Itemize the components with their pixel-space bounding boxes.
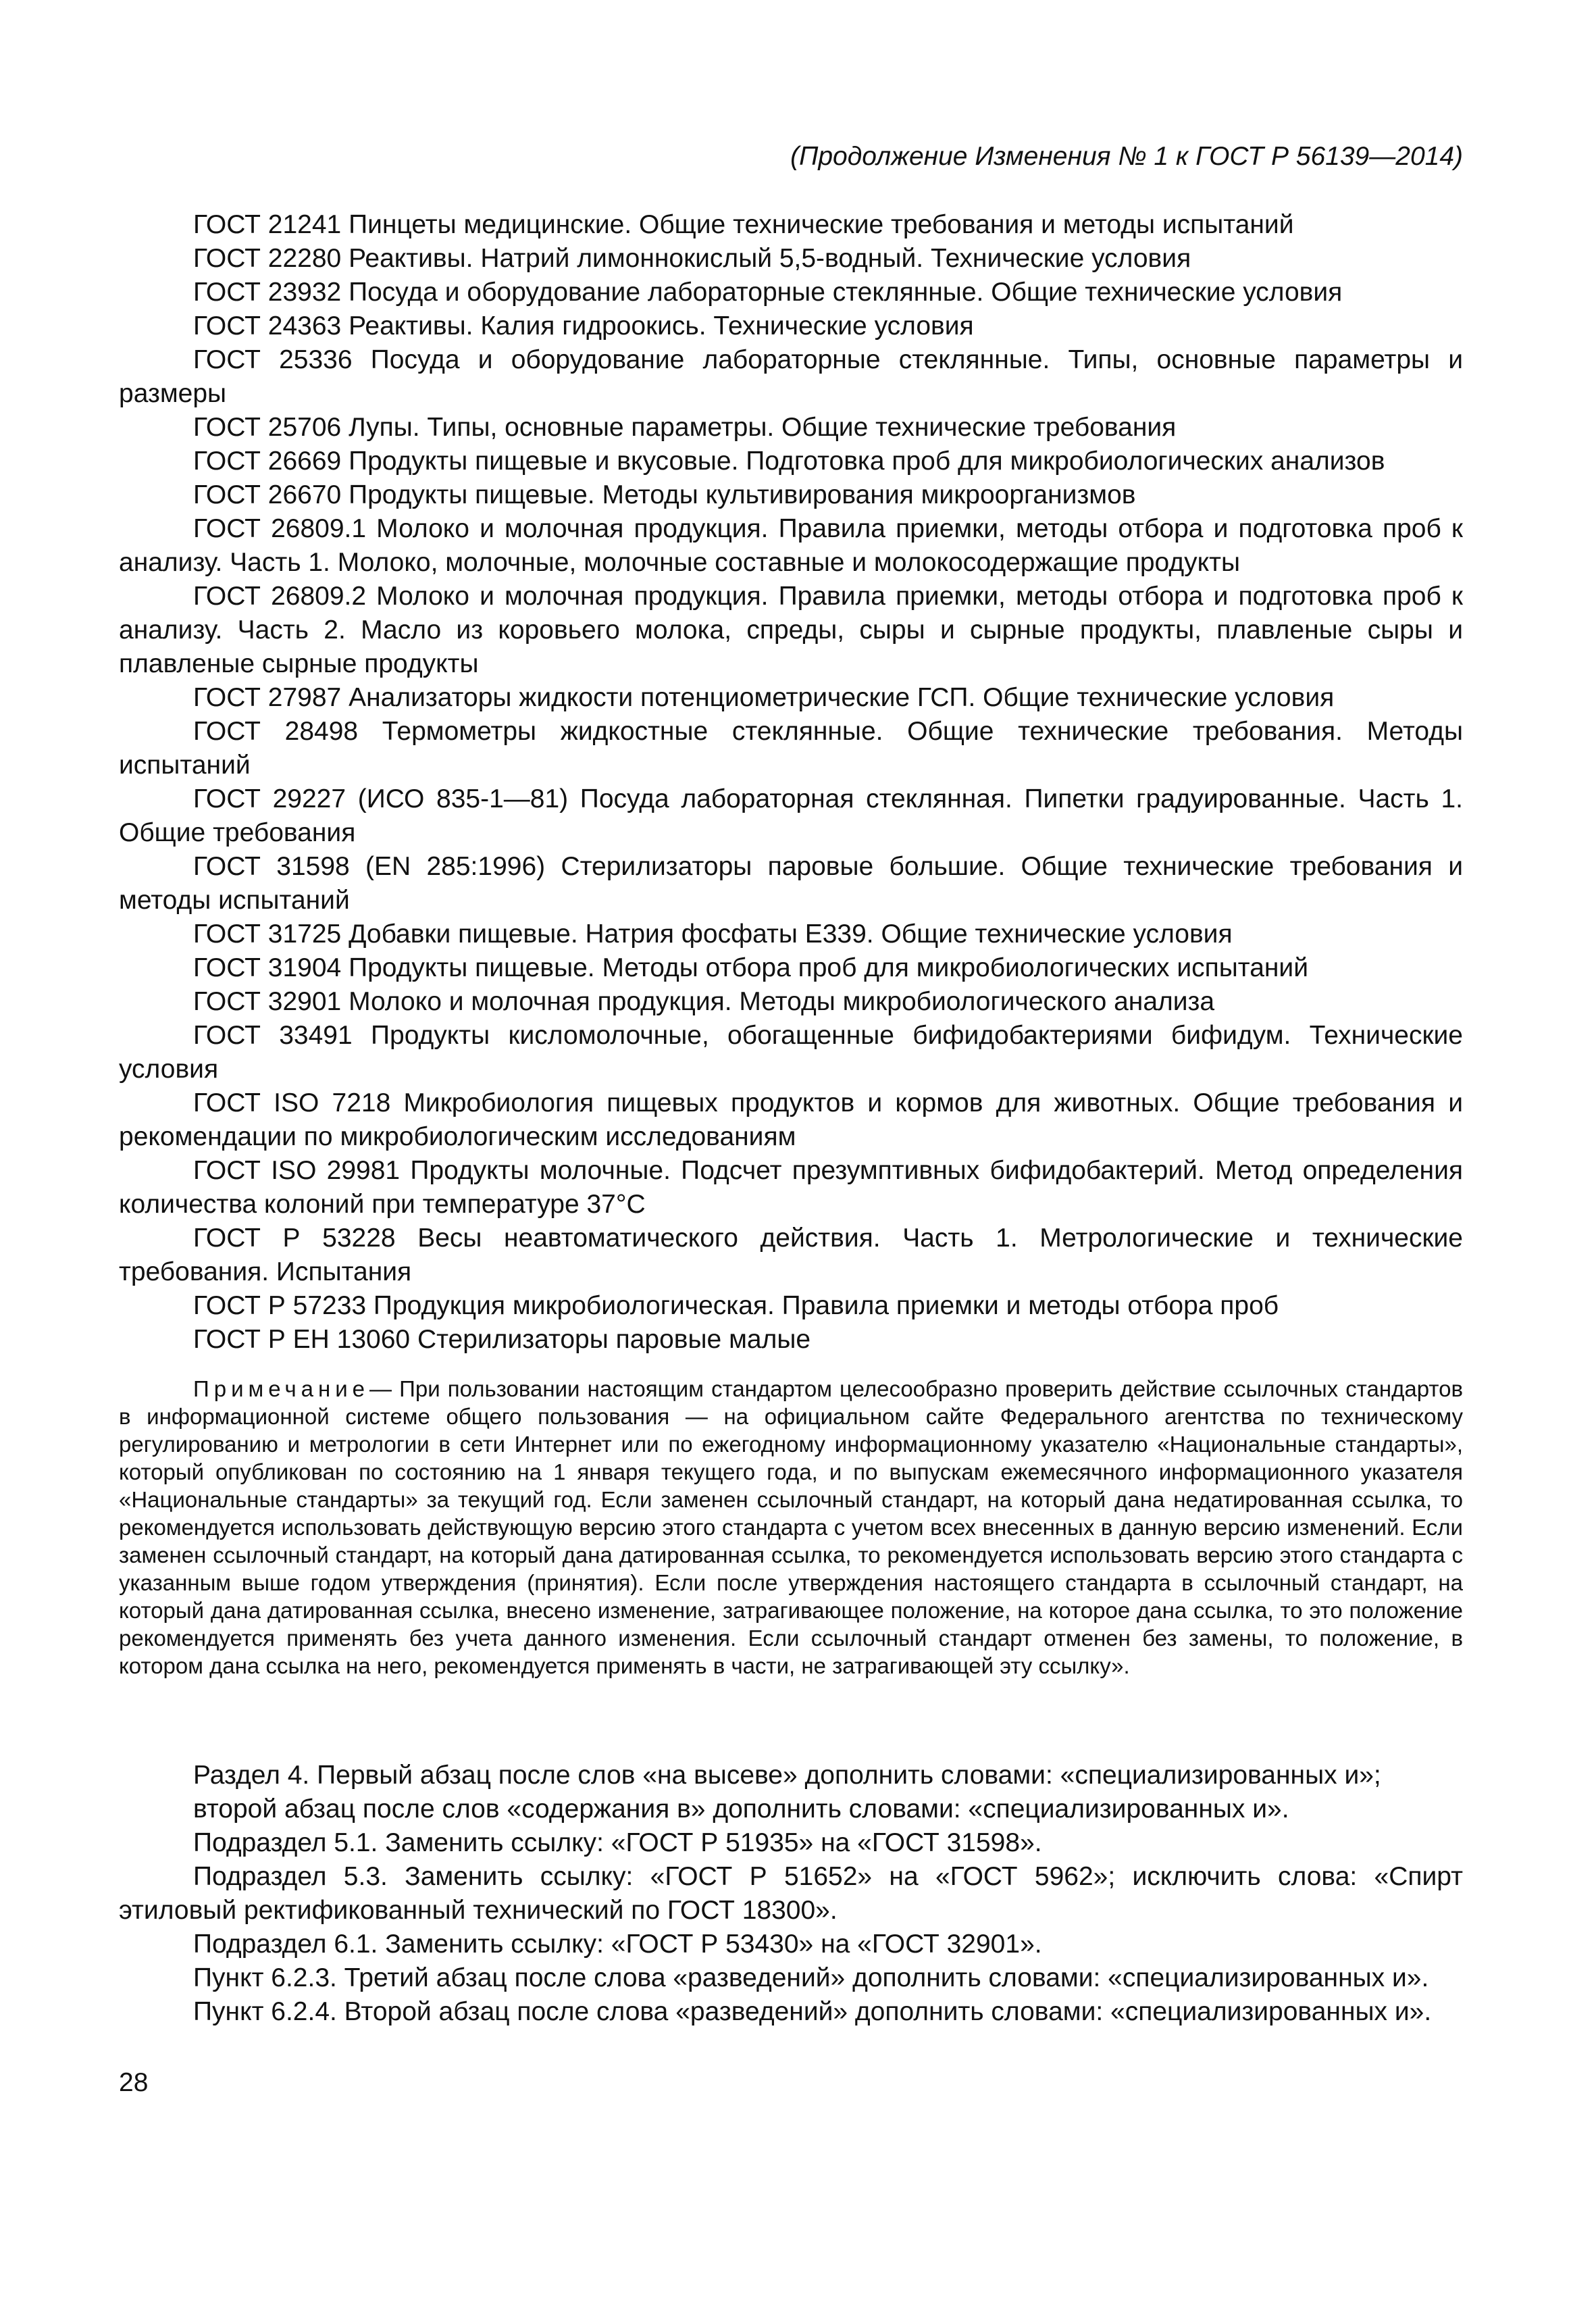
note-text: — При пользовании настоящим стандартом целесообразно проверить действие ссылочных стандартов в информационной системе общего пользования — на официальном сайте Федерального агентства по техническому регулированию и метрологии в сети Интернет или по ежегодному информационному указателю «Национальные стандарты», который опубликован по состоянию на 1 января текущего года, и по выпускам ежемесячного информационного указателя «Национальные стандарты» за текущий год. Если заменен ссылочный стандарт, на который дана недатированная ссылка, то рекомендуется использовать действующую версию этого стандарта с учетом всех внесенных в данную версию изменений. Если заменен ссылочный стандарт, на который дана датированная ссылка, то рекомендуется использовать версию этого стандарта с указанным выше годом утверждения (принятия). Если после утверждения настоящего стандарта в ссылочный стандарт, на который дана датированная ссылка, внесено изменение, затрагивающее положение, на которое дана ссылка, то это положение рекомендуется применять без учета данного изменения. Если ссылочный стандарт отменен без замены, то положение, в котором дана ссылка на него, рекомендуется применять в части, не затрагивающей эту ссылку». [119, 1376, 1463, 1678]
note-label: Примечание [193, 1376, 370, 1401]
reference-item: ГОСТ 21241 Пинцеты медицинские. Общие технические требования и методы испытаний [193, 210, 1294, 239]
change-item: Подраздел 6.1. Заменить ссылку: «ГОСТ Р 53430» на «ГОСТ 32901». [193, 1930, 1042, 1959]
change-item: Раздел 4. Первый абзац после слов «на высеве» дополнить словами: «специализированных и»; [193, 1761, 1381, 1790]
reference-item: ГОСТ 26809.1 Молоко и молочная продукция. Правила приемки, методы отбора и подготовка проб к анализу. Часть 1. Молоко, молочные, молочные составные и молокосодержащие продукты [119, 514, 1463, 577]
reference-item: ГОСТ 33491 Продукты кисломолочные, обогащенные бифидобактериями бифидум. Технические условия [119, 1021, 1463, 1084]
reference-item: ГОСТ Р 53228 Весы неавтоматического действия. Часть 1. Метрологические и технические требования. Испытания [119, 1224, 1463, 1286]
reference-item: ГОСТ 29227 (ИСО 835-1—81) Посуда лабораторная стеклянная. Пипетки градуированные. Часть 1. Общие требования [119, 784, 1463, 847]
reference-item: ГОСТ 26809.2 Молоко и молочная продукция. Правила приемки, методы отбора и подготовка проб к анализу. Часть 2. Масло из коровьего молока, спреды, сыры и сырные продукты, плавленые сыры и плавленые сырные продукты [119, 582, 1463, 678]
reference-item: ГОСТ 27987 Анализаторы жидкости потенциометрические ГСП. Общие технические условия [193, 683, 1335, 712]
normative-references-list [119, 208, 1463, 1357]
running-title: (Продолжение Изменения № 1 к ГОСТ Р 56139—2014) [790, 142, 1463, 171]
reference-item: ГОСТ Р 57233 Продукция микробиологическая. Правила приемки и методы отбора проб [193, 1291, 1279, 1320]
change-item: Подраздел 5.1. Заменить ссылку: «ГОСТ Р 51935» на «ГОСТ 31598». [193, 1828, 1042, 1857]
change-item: второй абзац после слов «содержания в» дополнить словами: «специализированных и». [193, 1794, 1289, 1823]
reference-item: ГОСТ 32901 Молоко и молочная продукция. Методы микробиологического анализа [193, 987, 1215, 1016]
change-item: Подраздел 5.3. Заменить ссылку: «ГОСТ Р 51652» на «ГОСТ 5962»; исключить слова: «Спирт этиловый ректификованный технический по ГОСТ 18300». [119, 1862, 1463, 1925]
reference-item: ГОСТ 26669 Продукты пищевые и вкусовые. Подготовка проб для микробиологических анализов [193, 447, 1385, 476]
page-number: 28 [119, 2068, 149, 2097]
reference-item: ГОСТ 24363 Реактивы. Калия гидроокись. Технические условия [193, 311, 974, 341]
reference-item: ГОСТ 31904 Продукты пищевые. Методы отбора проб для микробиологических испытаний [193, 953, 1308, 982]
change-item: Пункт 6.2.4. Второй абзац после слова «разведений» дополнить словами: «специализированных и». [193, 1997, 1432, 2026]
document-page [119, 0, 1463, 2314]
reference-item: ГОСТ 31725 Добавки пищевые. Натрия фосфаты Е339. Общие технические условия [193, 920, 1233, 949]
reference-item: ГОСТ 26670 Продукты пищевые. Методы культивирования микроорганизмов [193, 480, 1136, 509]
reference-item: ГОСТ 28498 Термометры жидкостные стеклянные. Общие технические требования. Методы испытаний [119, 717, 1463, 780]
reference-item: ГОСТ Р ЕН 13060 Стерилизаторы паровые малые [193, 1325, 811, 1354]
reference-item: ГОСТ 31598 (EN 285:1996) Стерилизаторы паровые большие. Общие технические требования и методы испытаний [119, 852, 1463, 915]
reference-item: ГОСТ ISO 29981 Продукты молочные. Подсчет презумптивных бифидобактерий. Метод определения количества колоний при температуре 37°C [119, 1156, 1463, 1219]
amendment-changes [119, 1759, 1463, 2029]
change-item: Пункт 6.2.3. Третий абзац после слова «разведений» дополнить словами: «специализированных и». [193, 1963, 1429, 1992]
reference-item: ГОСТ 23932 Посуда и оборудование лабораторные стеклянные. Общие технические условия [193, 278, 1343, 307]
reference-item: ГОСТ ISO 7218 Микробиология пищевых продуктов и кормов для животных. Общие требования и рекомендации по микробиологическим исследованиям [119, 1088, 1463, 1151]
reference-item: ГОСТ 22280 Реактивы. Натрий лимоннокислый 5,5-водный. Технические условия [193, 244, 1191, 273]
reference-item: ГОСТ 25336 Посуда и оборудование лабораторные стеклянные. Типы, основные параметры и размеры [119, 345, 1463, 408]
note-paragraph [119, 1375, 1463, 1680]
reference-item: ГОСТ 25706 Лупы. Типы, основные параметры. Общие технические требования [193, 413, 1177, 442]
